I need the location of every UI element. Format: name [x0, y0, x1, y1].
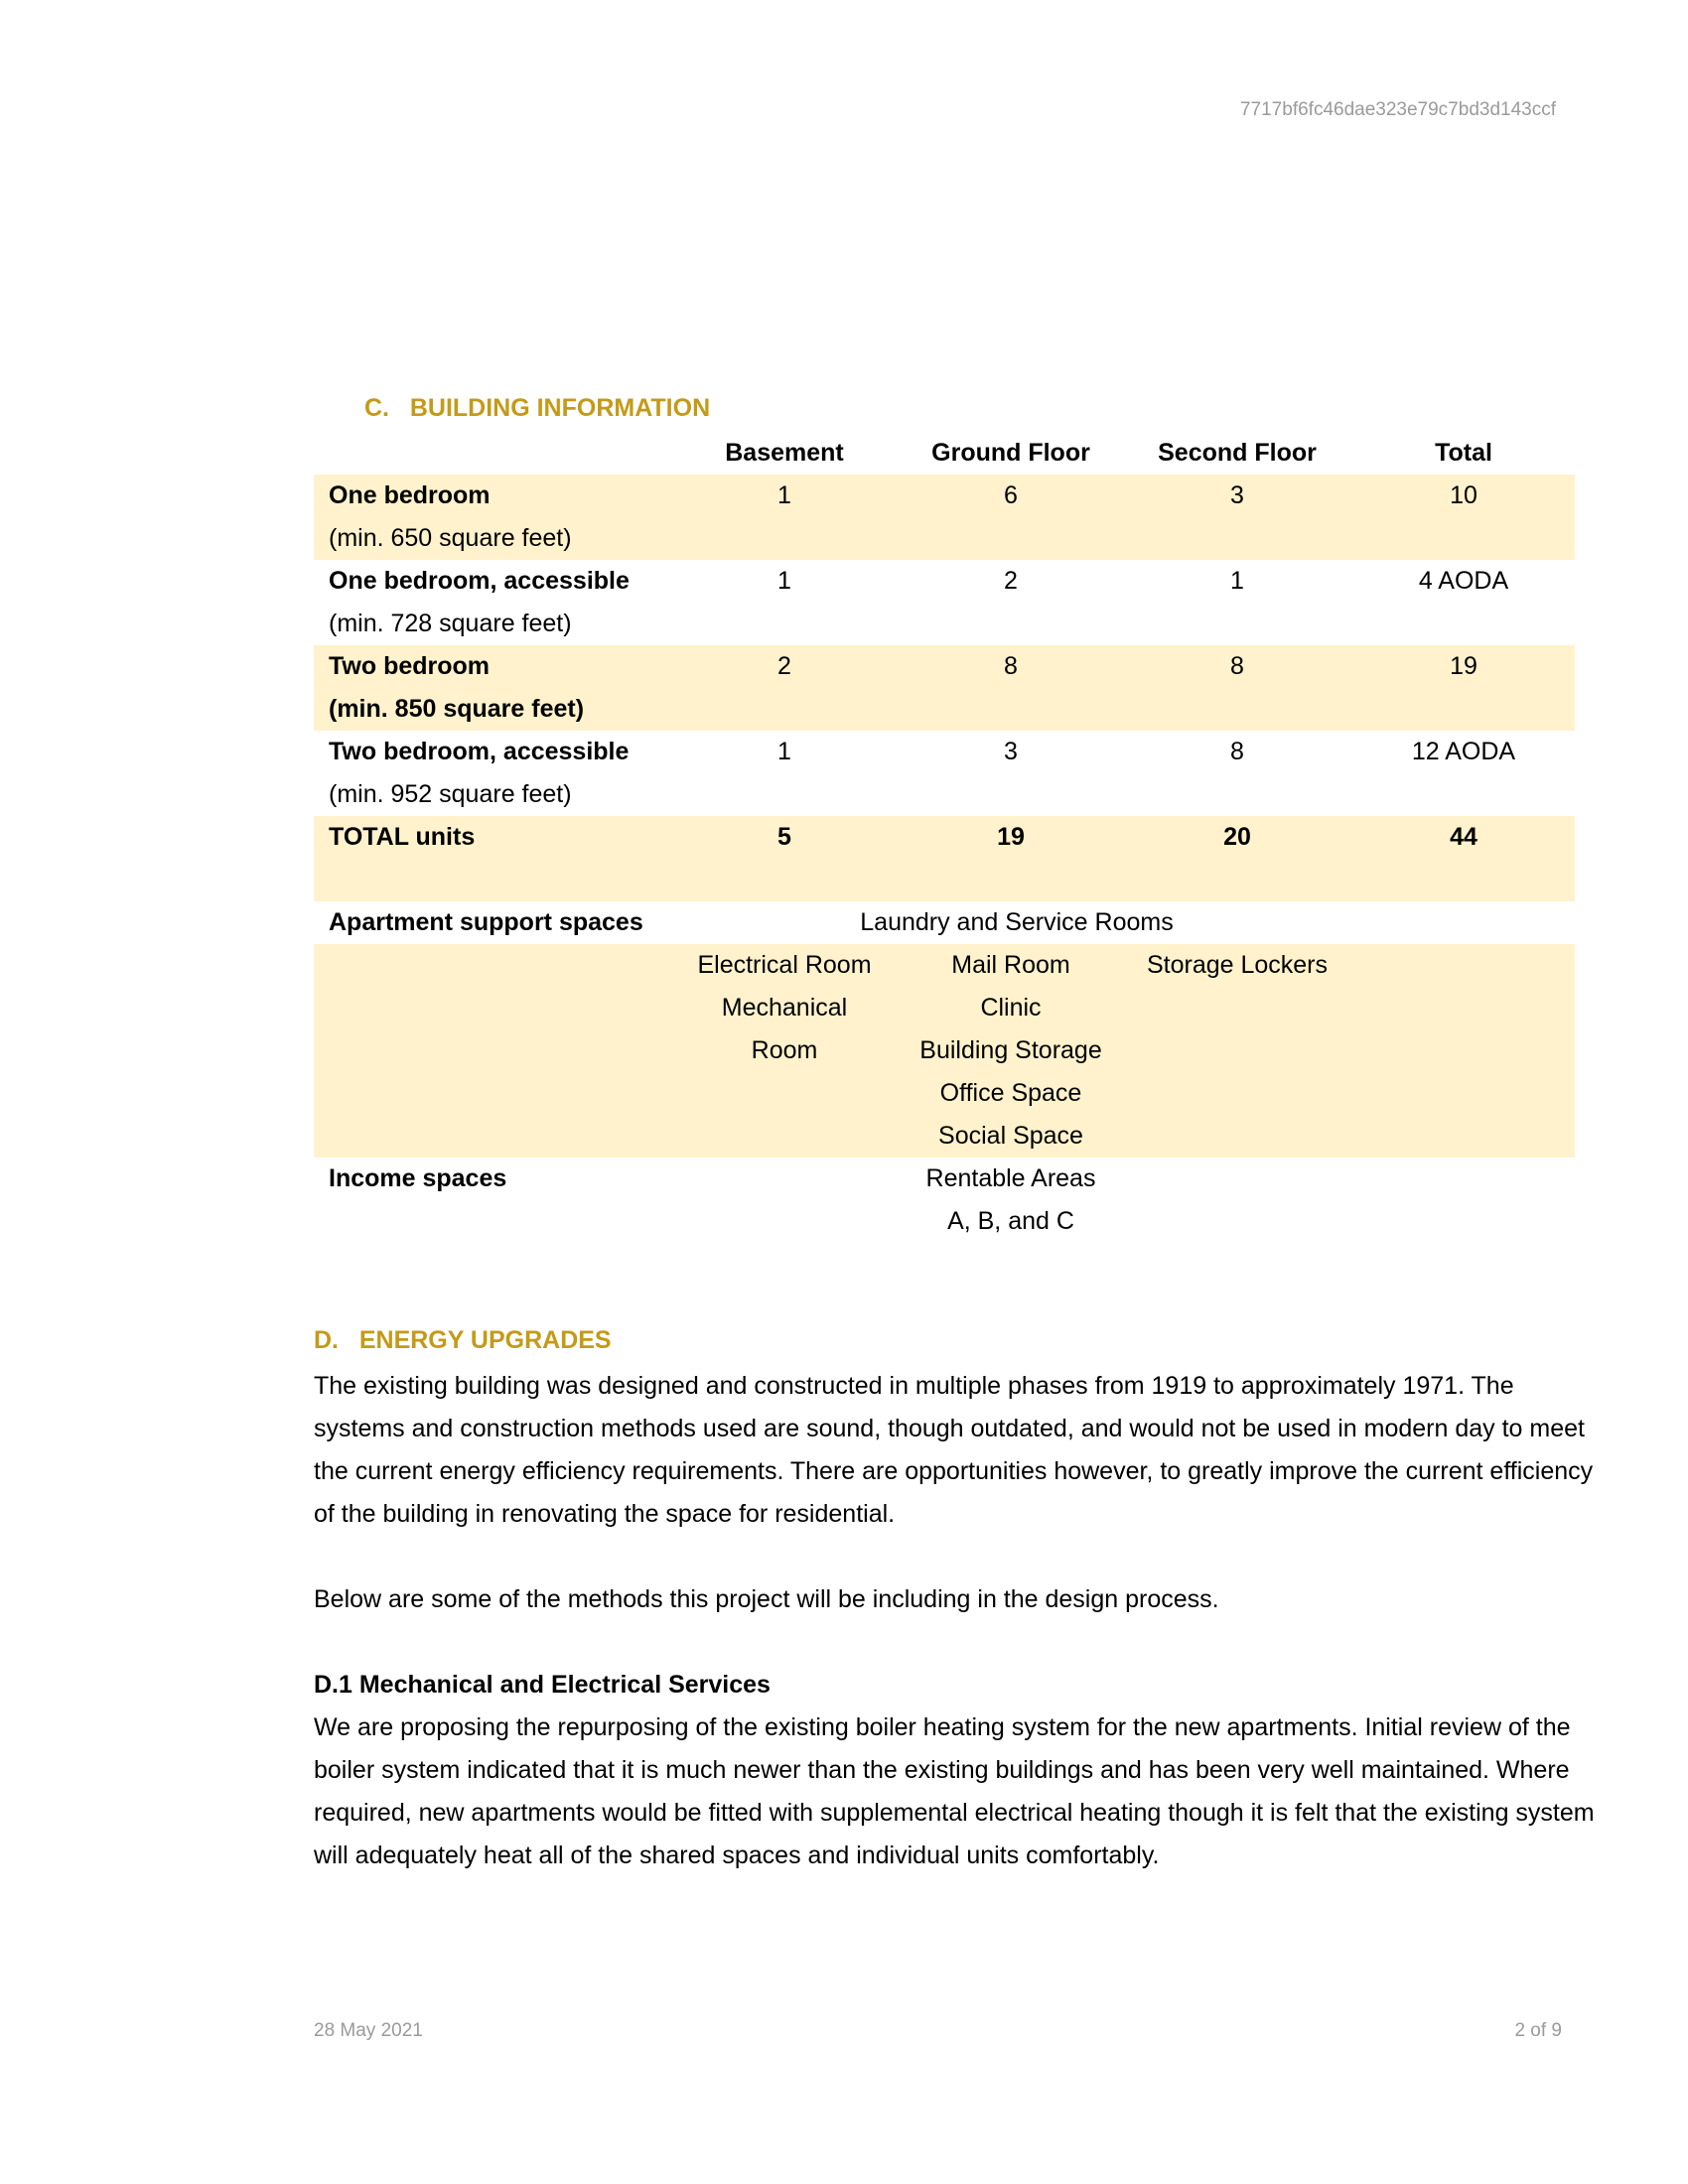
- income-spaces-item: Rentable Areas: [925, 1164, 1096, 1192]
- income-spaces-label: Income spaces: [329, 1164, 507, 1192]
- table-row: [314, 731, 1575, 773]
- support-spaces-detail-row: [314, 944, 1575, 987]
- table-row-sub: [314, 773, 1575, 816]
- support-spaces-detail-row: [314, 1115, 1575, 1158]
- row-label: One bedroom: [329, 481, 491, 509]
- row-sublabel: (min. 850 square feet): [329, 695, 585, 723]
- subsection-heading: D.1 Mechanical and Electrical Services: [314, 1671, 771, 1699]
- support-spaces-row: [314, 901, 1575, 944]
- row-label: One bedroom, accessible: [329, 567, 630, 595]
- section-c-heading: C. BUILDING INFORMATION: [364, 394, 711, 422]
- cell-second: 8: [1230, 738, 1244, 765]
- cell-second: 20: [1223, 823, 1251, 851]
- cell-ground: 8: [1004, 652, 1018, 680]
- row-sublabel: (min. 728 square feet): [329, 610, 572, 637]
- support-ground-item: Office Space: [939, 1079, 1082, 1107]
- support-spaces-detail-row: [314, 1029, 1575, 1072]
- cell-second: 3: [1230, 481, 1244, 509]
- cell-total: 10: [1450, 481, 1477, 509]
- table-row: [314, 560, 1575, 603]
- cell-total: 4 AODA: [1418, 567, 1509, 595]
- support-spaces-header: Laundry and Service Rooms: [860, 908, 1174, 936]
- support-ground-item: Social Space: [938, 1122, 1083, 1150]
- col-header-second-floor: Second Floor: [1158, 439, 1317, 467]
- support-ground-item: Mail Room: [951, 951, 1070, 979]
- building-info-table: [314, 432, 1575, 1243]
- cell-ground: 19: [997, 823, 1025, 851]
- support-ground-item: Building Storage: [919, 1036, 1102, 1064]
- document-id: 7717bf6fc46dae323e79c7bd3d143ccf: [1239, 99, 1556, 120]
- row-label: Two bedroom, accessible: [329, 738, 630, 765]
- support-basement-item: Mechanical: [721, 994, 848, 1022]
- cell-total: 12 AODA: [1411, 738, 1516, 765]
- income-spaces-row: [314, 1200, 1575, 1243]
- cell-basement: 2: [777, 652, 791, 680]
- table-header-row: [314, 432, 1575, 475]
- support-ground-item: Clinic: [980, 994, 1042, 1022]
- support-second-item: Storage Lockers: [1146, 951, 1329, 979]
- paragraph: We are proposing the repurposing of the existing boiler heating system for the new apartments. Initial review of the boiler system indicated that it is much newer than the existing buildings and has been very well maintained. Where required, new apartments would be fitted with supplemental electrical heating though it is felt that the existing system will adequately heat all of the shared spaces and individual units comfortably.: [314, 1713, 1595, 1869]
- cell-basement: 1: [777, 567, 791, 595]
- income-spaces-row: [314, 1158, 1575, 1200]
- cell-ground: 3: [1004, 738, 1018, 765]
- paragraph: The existing building was designed and constructed in multiple phases from 1919 to approximately 1971. The systems and construction methods used are sound, though outdated, and would not be used in modern day to meet the current energy efficiency requirements. There are opportunities however, to greatly improve the current efficiency of the building in renovating the space for residential.: [314, 1372, 1594, 1528]
- cell-basement: 1: [777, 481, 791, 509]
- cell-total: 44: [1450, 823, 1477, 851]
- row-label: Two bedroom: [329, 652, 491, 680]
- table-row-sub: [314, 603, 1575, 645]
- table-total-row: [314, 816, 1575, 859]
- support-spaces-detail-row: [314, 987, 1575, 1029]
- support-basement-item: Room: [751, 1036, 818, 1064]
- table-row-sub: [314, 688, 1575, 731]
- section-d-heading: D. ENERGY UPGRADES: [314, 1326, 612, 1354]
- col-header-total: Total: [1435, 439, 1492, 467]
- row-sublabel: (min. 952 square feet): [329, 780, 572, 808]
- footer-date: 28 May 2021: [314, 2020, 423, 2041]
- table-total-row-spacer: [314, 859, 1575, 901]
- cell-total: 19: [1450, 652, 1477, 680]
- row-sublabel: (min. 650 square feet): [329, 524, 572, 552]
- support-spaces-label: Apartment support spaces: [329, 908, 643, 936]
- table-row: [314, 475, 1575, 517]
- col-header-basement: Basement: [725, 439, 844, 467]
- paragraph: Below are some of the methods this project will be including in the design process.: [314, 1585, 1219, 1613]
- cell-ground: 6: [1004, 481, 1018, 509]
- cell-ground: 2: [1004, 567, 1018, 595]
- support-basement-item: Electrical Room: [697, 951, 872, 979]
- income-spaces-item: A, B, and C: [947, 1207, 1074, 1235]
- table-row: [314, 645, 1575, 688]
- energy-upgrades-body: [314, 1365, 1595, 1877]
- cell-second: 1: [1230, 567, 1244, 595]
- cell-second: 8: [1230, 652, 1244, 680]
- support-spaces-detail-row: [314, 1072, 1575, 1115]
- col-header-ground-floor: Ground Floor: [931, 439, 1090, 467]
- cell-basement: 1: [777, 738, 791, 765]
- row-label: TOTAL units: [329, 823, 476, 851]
- cell-basement: 5: [777, 823, 791, 851]
- table-row-sub: [314, 517, 1575, 560]
- footer-page-number: 2 of 9: [1514, 2020, 1562, 2041]
